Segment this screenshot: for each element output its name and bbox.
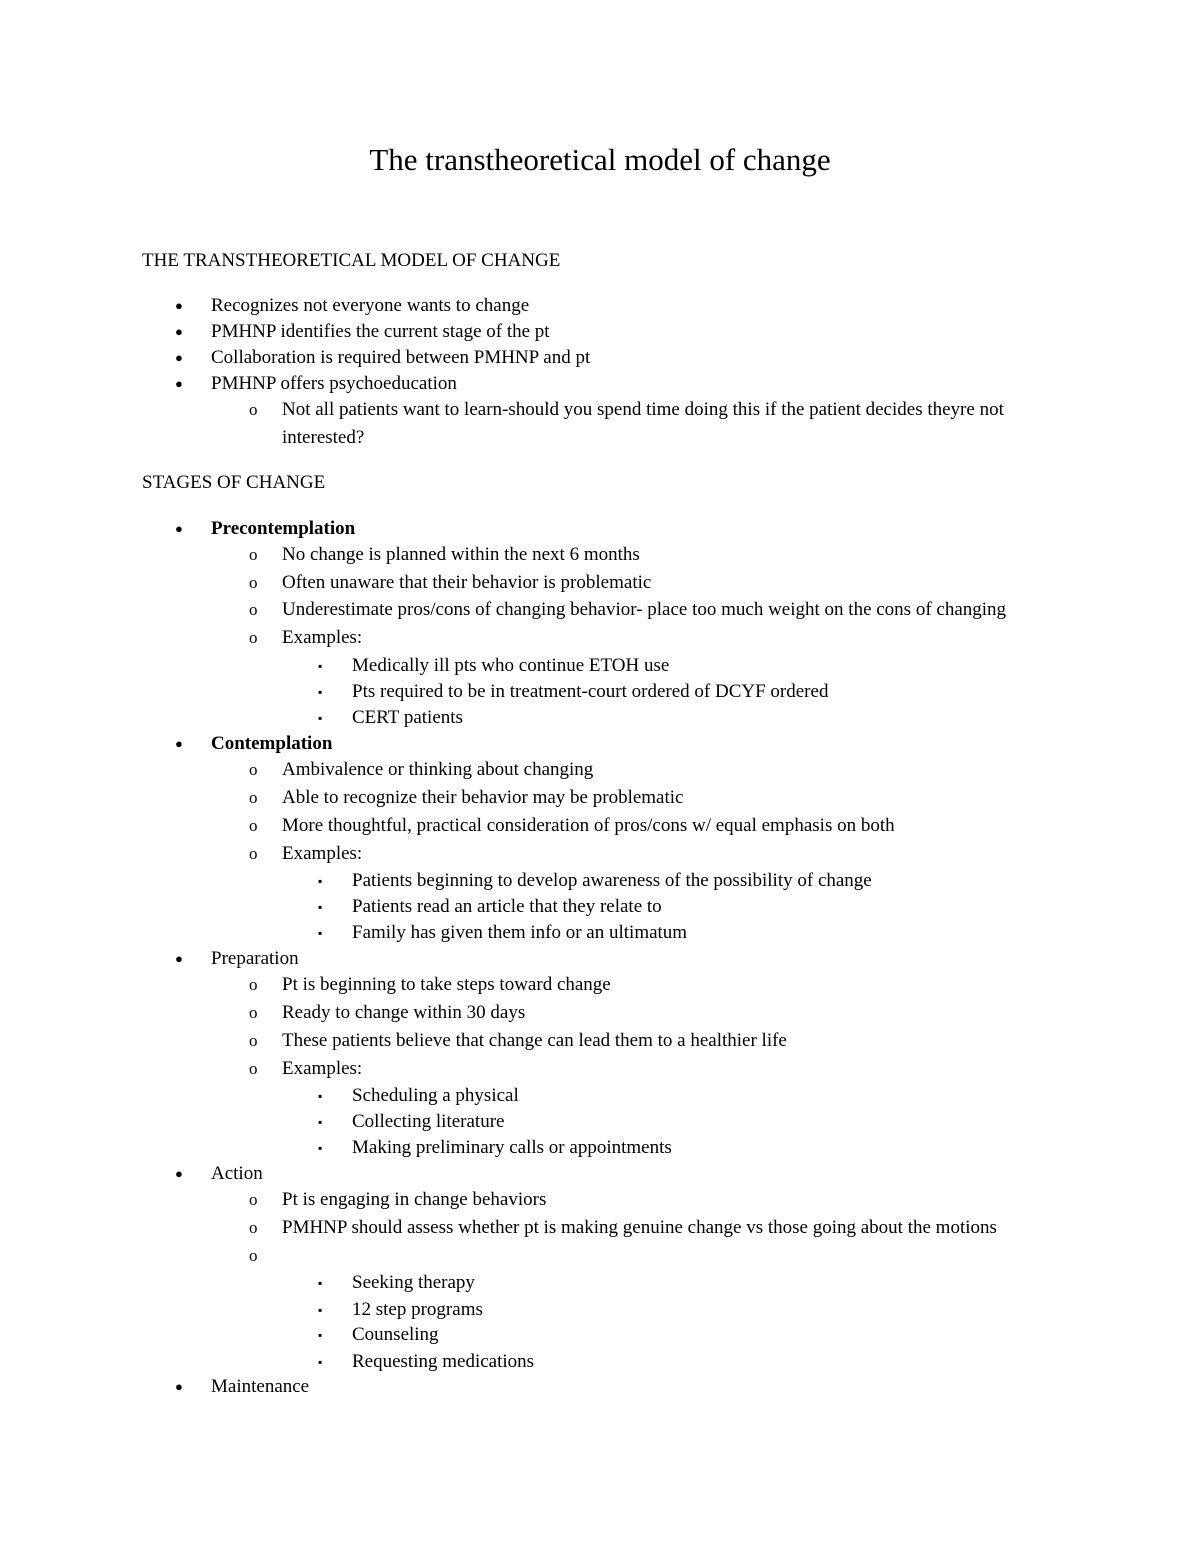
example-item: Making preliminary calls or appointments [352, 1137, 672, 1158]
sub-bullet-icon: o [249, 1003, 258, 1022]
sub-list-item: No change is planned within the next 6 months [282, 544, 640, 565]
example-item: Requesting medications [352, 1351, 535, 1372]
sub-bullet-icon: o [249, 545, 258, 564]
section-heading-model: THE TRANSTHEORETICAL MODEL OF CHANGE [142, 250, 561, 271]
sub-list-item: Ready to change within 30 days [282, 1002, 526, 1023]
stage-preparation: Preparation [211, 948, 299, 969]
sub-list-item: Often unaware that their behavior is problematic [282, 572, 652, 593]
sub-bullet-icon: o [249, 788, 258, 807]
sub-bullet-icon: o [249, 1031, 258, 1050]
example-item: Counseling [352, 1324, 439, 1345]
square-bullet-icon: ▪ [318, 1276, 323, 1290]
example-item: Family has given them info or an ultimatum [352, 922, 688, 943]
sub-list-item: Underestimate pros/cons of changing behavior- place too much weight on the cons of changing [282, 599, 1007, 620]
square-bullet-icon: ▪ [318, 1089, 323, 1103]
sub-bullet-icon: o [249, 628, 258, 647]
bullet-icon: ● [175, 1379, 183, 1394]
sub-bullet-icon: o [249, 1218, 258, 1237]
square-bullet-icon: ▪ [318, 1355, 323, 1369]
sub-bullet-icon: o [249, 975, 258, 994]
list-item: PMHNP offers psychoeducation [211, 373, 457, 394]
square-bullet-icon: ▪ [318, 1303, 323, 1317]
section-heading-stages: STAGES OF CHANGE [142, 472, 326, 493]
stage-precontemplation: Precontemplation [211, 518, 356, 539]
sub-list-item: PMHNP should assess whether pt is making genuine change vs those going about the motions [282, 1217, 997, 1238]
stage-maintenance: Maintenance [211, 1376, 310, 1397]
square-bullet-icon: ▪ [318, 1115, 323, 1129]
example-item: 12 step programs [352, 1299, 483, 1320]
stage-contemplation: Contemplation [211, 733, 333, 754]
square-bullet-icon: ▪ [318, 711, 323, 725]
sub-bullet-icon: o [249, 1190, 258, 1209]
example-item: CERT patients [352, 707, 463, 728]
example-item: Medically ill pts who continue ETOH use [352, 655, 670, 676]
sub-bullet-icon: o [249, 816, 258, 835]
bullet-icon: ● [175, 951, 183, 966]
stage-action: Action [211, 1163, 263, 1184]
example-item: Patients beginning to develop awareness of the possibility of change [352, 870, 872, 891]
example-item: Patients read an article that they relate to [352, 896, 662, 917]
example-item: Pts required to be in treatment-court ordered of DCYF ordered [352, 681, 829, 702]
bullet-icon: ● [175, 324, 183, 339]
sub-list-item: Examples: [282, 627, 363, 648]
square-bullet-icon: ▪ [318, 874, 323, 888]
list-item: Collaboration is required between PMHNP and pt [211, 347, 591, 368]
sub-list-item: Pt is beginning to take steps toward change [282, 974, 611, 995]
sub-list-item: Examples: [282, 1058, 363, 1079]
sub-bullet-icon: o [249, 573, 258, 592]
sub-list-item: More thoughtful, practical consideration of pros/cons w/ equal emphasis on both [282, 815, 895, 836]
sub-bullet-icon: o [249, 1059, 258, 1078]
sub-bullet-icon: o [249, 600, 258, 619]
list-item: PMHNP identifies the current stage of the pt [211, 321, 550, 342]
example-item: Scheduling a physical [352, 1085, 519, 1106]
square-bullet-icon: ▪ [318, 1328, 323, 1342]
square-bullet-icon: ▪ [318, 1141, 323, 1155]
square-bullet-icon: ▪ [318, 685, 323, 699]
square-bullet-icon: ▪ [318, 926, 323, 940]
sub-list-item: Not all patients want to learn-should you spend time doing this if the patient decides theyre not [282, 399, 1004, 420]
bullet-icon: ● [175, 1166, 183, 1181]
example-item: Collecting literature [352, 1111, 505, 1132]
sub-list-item: These patients believe that change can lead them to a healthier life [282, 1030, 787, 1051]
sub-list-item: Examples: [282, 843, 363, 864]
bullet-icon: ● [175, 521, 183, 536]
sub-list-item-continued: interested? [282, 427, 365, 448]
sub-bullet-icon: o [249, 1246, 258, 1265]
square-bullet-icon: ▪ [318, 900, 323, 914]
bullet-icon: ● [175, 350, 183, 365]
sub-bullet-icon: o [249, 844, 258, 863]
bullet-icon: ● [175, 298, 183, 313]
sub-list-item: Pt is engaging in change behaviors [282, 1189, 547, 1210]
bullet-icon: ● [175, 736, 183, 751]
bullet-icon: ● [175, 376, 183, 391]
sub-list-item: Able to recognize their behavior may be problematic [282, 787, 684, 808]
sub-bullet-icon: o [249, 400, 258, 419]
example-item: Seeking therapy [352, 1272, 475, 1293]
sub-list-item: Ambivalence or thinking about changing [282, 759, 594, 780]
list-item: Recognizes not everyone wants to change [211, 295, 530, 316]
sub-bullet-icon: o [249, 760, 258, 779]
square-bullet-icon: ▪ [318, 659, 323, 673]
document-title: The transtheoretical model of change [369, 142, 831, 177]
